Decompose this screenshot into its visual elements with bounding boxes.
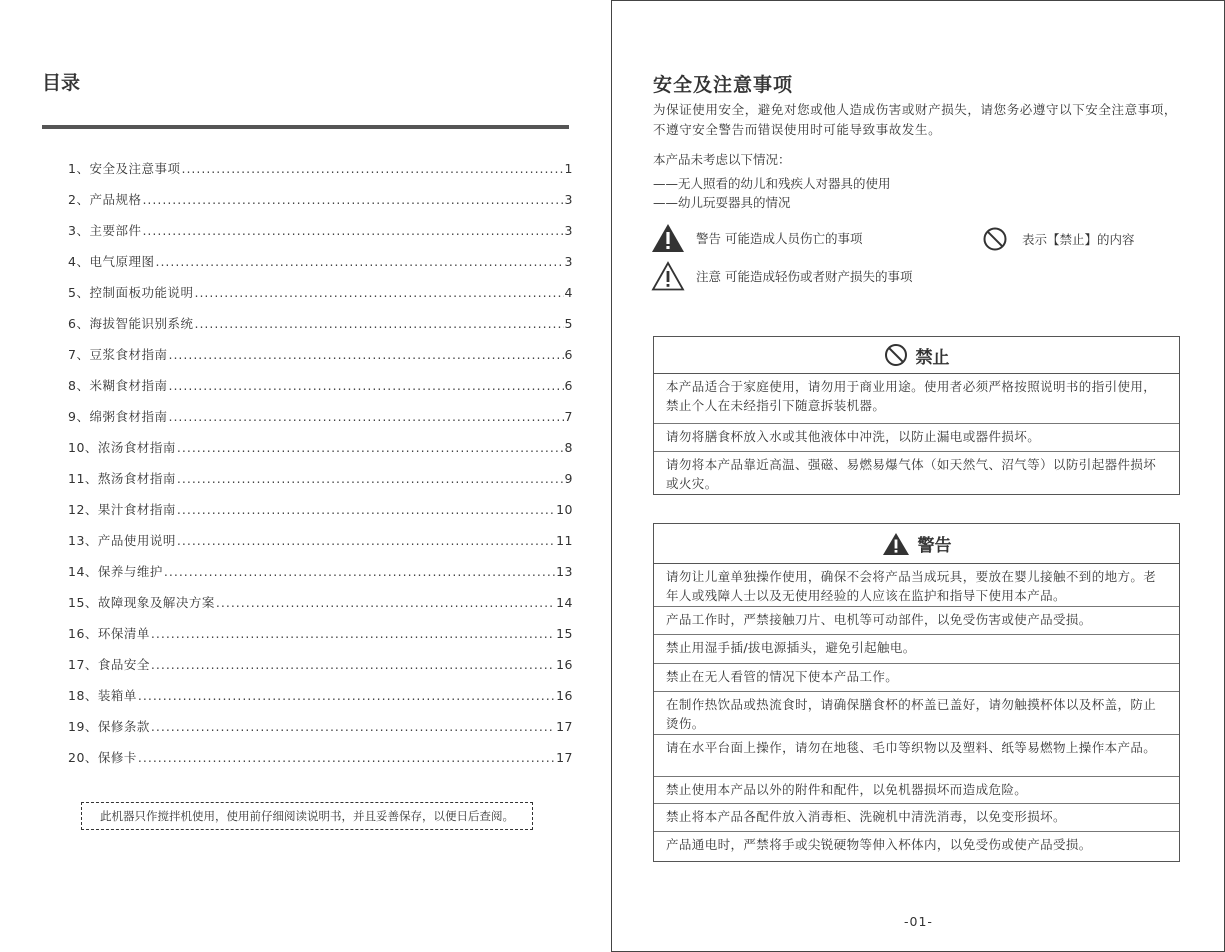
- warning-filled-icon: [651, 223, 685, 253]
- prohibit-box: [653, 336, 1180, 495]
- prohibit-icon: [982, 226, 1008, 252]
- toc-leader-dots: [168, 347, 563, 362]
- toc-item[interactable]: [68, 438, 573, 469]
- toc-item-page: 6: [564, 378, 573, 393]
- toc-item-page: 3: [564, 223, 573, 238]
- toc-leader-dots: [138, 688, 555, 703]
- toc-leader-dots: [164, 564, 555, 579]
- toc-leader-dots: [155, 254, 563, 269]
- toc-item-label: 17、食品安全: [68, 657, 150, 672]
- toc-leader-dots: [142, 223, 563, 238]
- toc-item[interactable]: [68, 686, 573, 717]
- warning-filled-icon: [882, 532, 910, 556]
- toc-item-page: 3: [564, 192, 573, 207]
- toc-item[interactable]: [68, 190, 573, 221]
- safety-title: 安全及注意事项: [653, 74, 794, 96]
- toc-item-page: 5: [564, 316, 573, 331]
- warning-row: 请在水平台面上操作，请勿在地毯、毛巾等织物以及塑料、纸等易燃物上操作本产品。: [654, 735, 1179, 777]
- toc-item-page: 17: [556, 719, 573, 734]
- prohibit-row: 请勿将本产品靠近高温、强磁、易燃易爆气体（如天然气、沼气等）以防引起器件损坏或火灾。: [666, 457, 1157, 491]
- toc-title: 目录: [42, 72, 81, 94]
- toc-leader-dots: [168, 378, 563, 393]
- toc-item-label: 2、产品规格: [68, 192, 142, 207]
- warning-row: 禁止将本产品各配件放入消毒柜、洗碗机中清洗消毒，以免变形损坏。: [654, 804, 1179, 832]
- warning-row: 禁止使用本产品以外的附件和配件，以免机器损坏而造成危险。: [654, 777, 1179, 804]
- toc-leader-dots: [181, 161, 563, 176]
- toc-item-label: 5、控制面板功能说明: [68, 285, 194, 300]
- toc-item[interactable]: [68, 593, 573, 624]
- safety-page: [611, 0, 1225, 952]
- warning-row: 产品工作时，严禁接触刀片、电机等可动部件，以免受伤害或使产品受损。: [654, 607, 1179, 635]
- toc-item[interactable]: [68, 469, 573, 500]
- toc-item[interactable]: [68, 717, 573, 748]
- prohibit-icon: [884, 343, 908, 367]
- toc-item[interactable]: [68, 500, 573, 531]
- toc-item-page: 4: [564, 285, 573, 300]
- legend-warning-text: 警告 可能造成人员伤亡的事项: [696, 231, 863, 246]
- toc-leader-dots: [216, 595, 555, 610]
- conditions-title: 本产品未考虑以下情况：: [653, 152, 791, 167]
- caution-outline-icon: [651, 261, 685, 291]
- warning-row: 请勿让儿童单独操作使用，确保不会将产品当成玩具，要放在婴儿接触不到的地方。老年人或残障人士以及无使用经验的人应该在监护和指导下使用本产品。: [654, 564, 1179, 607]
- toc-item-page: 17: [556, 750, 573, 765]
- legend-prohibit-text: 表示【禁止】的内容: [1022, 232, 1135, 247]
- toc-leader-dots: [138, 750, 555, 765]
- toc-item-label: 18、装箱单: [68, 688, 137, 703]
- safety-intro: 为保证使用安全，避免对您或他人造成伤害或财产损失，请您务必遵守以下安全注意事项，不遵守安全警告而错误使用时可能导致事故发生。: [653, 102, 1178, 137]
- toc-item[interactable]: [68, 159, 573, 190]
- toc-item-page: 9: [564, 471, 573, 486]
- warning-row: 禁止在无人看管的情况下使本产品工作。: [654, 664, 1179, 692]
- toc-divider: [42, 125, 569, 129]
- toc-item-page: 16: [556, 688, 573, 703]
- toc-item-label: 14、保养与维护: [68, 564, 163, 579]
- toc-list: [68, 159, 573, 779]
- warning-row: 产品通电时，严禁将手或尖锐硬物等伸入杯体内，以免受伤或使产品受损。: [666, 837, 1092, 852]
- toc-item-page: 7: [564, 409, 573, 424]
- toc-leader-dots: [177, 533, 555, 548]
- toc-item-label: 4、电气原理图: [68, 254, 155, 269]
- toc-item-label: 3、主要部件: [68, 223, 142, 238]
- toc-item-label: 16、环保清单: [68, 626, 150, 641]
- toc-item-page: 10: [556, 502, 573, 517]
- toc-item[interactable]: [68, 655, 573, 686]
- toc-item-label: 11、熬汤食材指南: [68, 471, 176, 486]
- warning-box: [653, 523, 1180, 862]
- warning-row: 禁止用湿手插/拔电源插头，避免引起触电。: [654, 635, 1179, 664]
- toc-item-label: 9、绵粥食材指南: [68, 409, 168, 424]
- legend-caution-text: 注意 可能造成轻伤或者财产损失的事项: [696, 269, 913, 284]
- toc-leader-dots: [177, 440, 564, 455]
- toc-item[interactable]: [68, 252, 573, 283]
- prohibit-row: 本产品适合于家庭使用，请勿用于商业用途。使用者必须严格按照说明书的指引使用，禁止个人在未经指引下随意拆装机器。: [654, 374, 1179, 424]
- legend-prohibit: [982, 226, 1135, 252]
- page-number: -01-: [904, 914, 933, 929]
- toc-item-label: 10、浓汤食材指南: [68, 440, 176, 455]
- toc-item[interactable]: [68, 624, 573, 655]
- legend-warning: [651, 223, 862, 253]
- toc-item-page: 15: [556, 626, 573, 641]
- toc-item[interactable]: [68, 314, 573, 345]
- toc-item-page: 8: [564, 440, 573, 455]
- toc-leader-dots: [177, 471, 564, 486]
- toc-item-label: 7、豆浆食材指南: [68, 347, 168, 362]
- toc-leader-dots: [194, 316, 563, 331]
- toc-item-label: 15、故障现象及解决方案: [68, 595, 215, 610]
- toc-item-label: 12、果汁食材指南: [68, 502, 176, 517]
- warning-box-title: 警告: [917, 536, 952, 556]
- toc-leader-dots: [142, 192, 563, 207]
- toc-item[interactable]: [68, 221, 573, 252]
- condition-item: ——无人照看的幼儿和残疾人对器具的使用: [653, 176, 891, 191]
- toc-item[interactable]: [68, 407, 573, 438]
- toc-leader-dots: [151, 626, 555, 641]
- condition-item: ——幼儿玩耍器具的情况: [653, 195, 791, 210]
- toc-item-page: 6: [564, 347, 573, 362]
- toc-item-label: 13、产品使用说明: [68, 533, 176, 548]
- legend-caution: [651, 261, 912, 291]
- toc-item-page: 16: [556, 657, 573, 672]
- toc-item-label: 19、保修条款: [68, 719, 150, 734]
- toc-leader-dots: [177, 502, 555, 517]
- toc-leader-dots: [151, 657, 555, 672]
- toc-item-page: 1: [564, 161, 573, 176]
- toc-item[interactable]: [68, 531, 573, 562]
- toc-item-page: 11: [556, 533, 573, 548]
- toc-leader-dots: [168, 409, 563, 424]
- toc-item-label: 8、米糊食材指南: [68, 378, 168, 393]
- toc-item-label: 20、保修卡: [68, 750, 137, 765]
- toc-item[interactable]: [68, 345, 573, 376]
- toc-item[interactable]: [68, 562, 573, 593]
- toc-item[interactable]: [68, 376, 573, 407]
- toc-item-page: 3: [564, 254, 573, 269]
- toc-item[interactable]: [68, 283, 573, 314]
- toc-item-label: 1、安全及注意事项: [68, 161, 181, 176]
- prohibit-box-header: [654, 337, 1179, 374]
- prohibit-box-title: 禁止: [915, 347, 950, 368]
- toc-leader-dots: [194, 285, 563, 300]
- toc-item[interactable]: [68, 748, 573, 779]
- toc-item-page: 13: [556, 564, 573, 579]
- usage-note: 此机器只作搅拌机使用，使用前仔细阅读说明书，并且妥善保存，以便日后查阅。: [81, 802, 533, 830]
- warning-row: 在制作热饮品或热流食时，请确保膳食杯的杯盖已盖好，请勿触摸杯体以及杯盖，防止烫伤。: [654, 692, 1179, 735]
- toc-item-label: 6、海拔智能识别系统: [68, 316, 194, 331]
- toc-leader-dots: [151, 719, 555, 734]
- warning-box-header: [654, 524, 1179, 564]
- prohibit-row: 请勿将膳食杯放入水或其他液体中冲洗，以防止漏电或器件损坏。: [654, 424, 1179, 452]
- toc-item-page: 14: [556, 595, 573, 610]
- toc-page: [0, 0, 612, 952]
